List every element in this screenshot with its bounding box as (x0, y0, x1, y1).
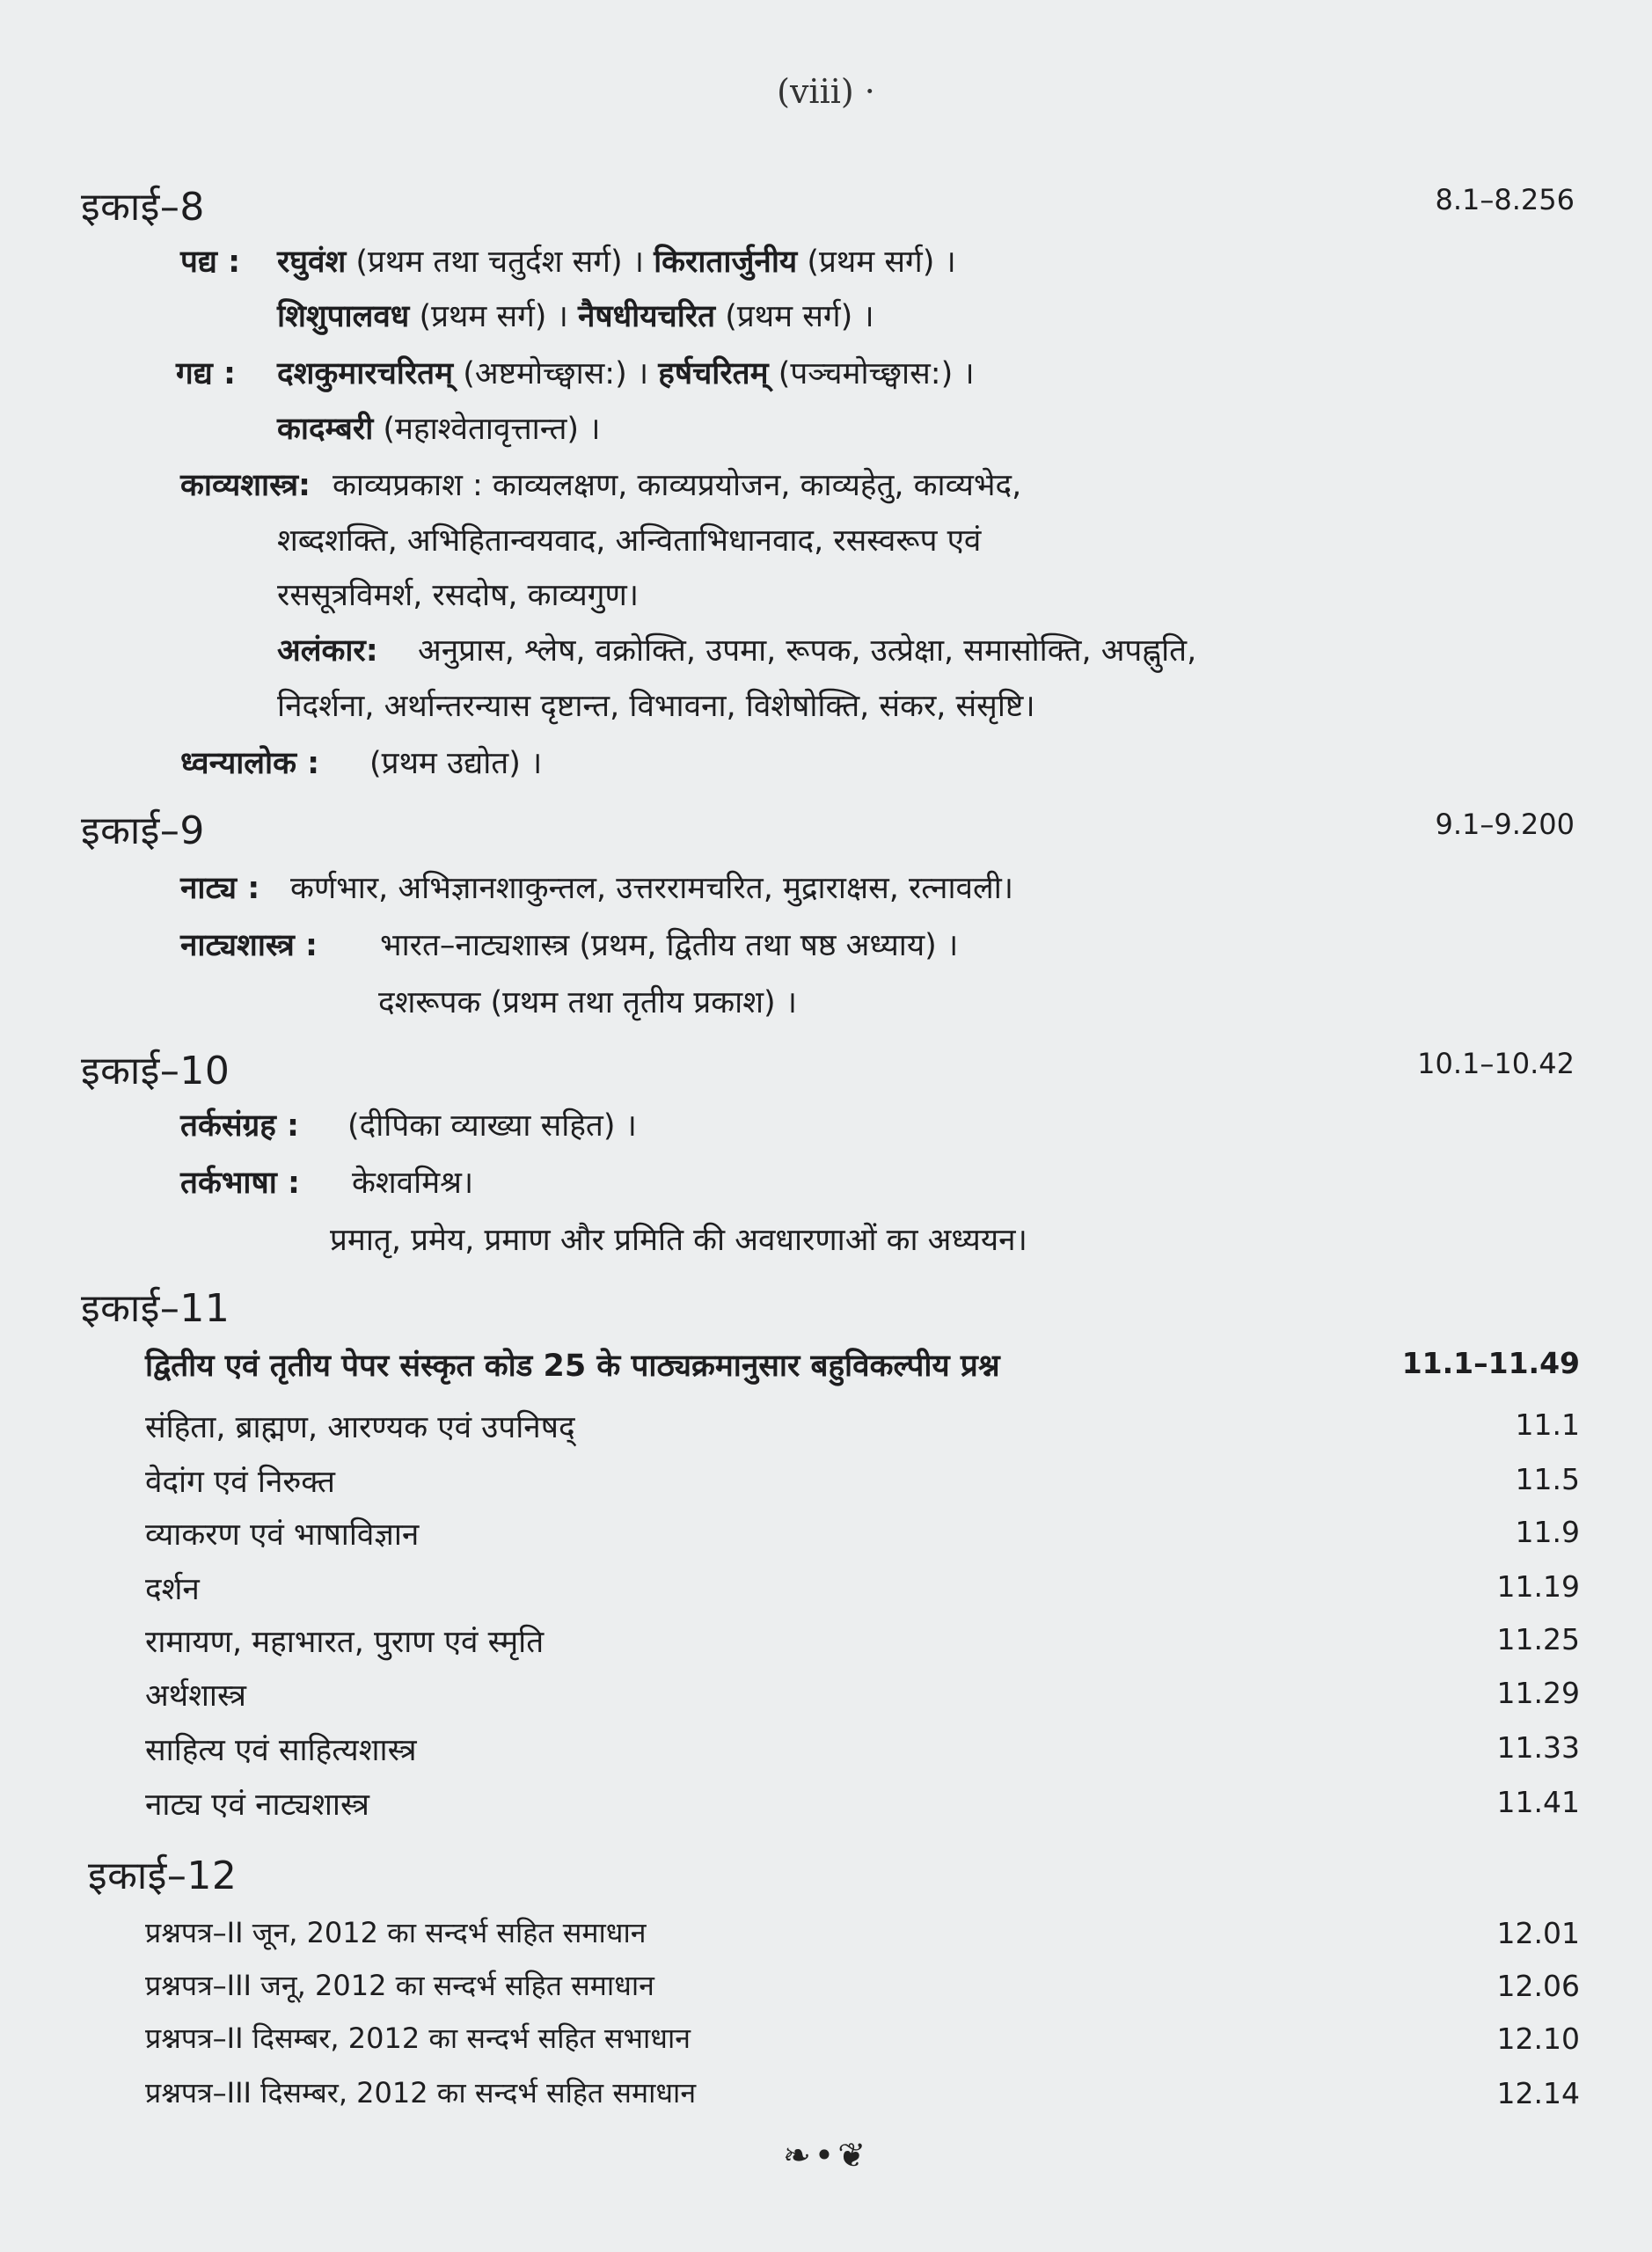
list-item-label: रामायण, महाभारत, पुराण एवं स्मृति (145, 1625, 545, 1660)
unit-9-title: इकाई–9 (81, 808, 205, 853)
tarkasangraha-label: तर्कसंग्रह : (180, 1108, 299, 1144)
gadya-line-2 (277, 407, 600, 449)
list-item-label: दर्शन (145, 1572, 200, 1607)
list-item-page: 12.01 (1496, 1916, 1580, 1950)
list-item-page: 11.9 (1515, 1515, 1580, 1549)
work-title: कादम्बरी (277, 412, 374, 447)
list-item-label: व्याकरण एवं भाषाविज्ञान (145, 1517, 420, 1553)
page-number: (viii) · (777, 72, 875, 111)
work-title: शिशुपालवध (277, 299, 410, 334)
list-item-page: 11.33 (1496, 1730, 1580, 1765)
list-item-label: प्रश्नपत्र–III दिसम्बर, 2012 का सन्दर्भ सहित समाधान (145, 2076, 697, 2109)
list-item-page: 12.06 (1496, 1969, 1580, 2003)
padya-line-2 (277, 295, 874, 336)
unit-8-range: 8.1–8.256 (1435, 183, 1575, 216)
list-item-label: नाट्य एवं नाट्यशास्त्र (145, 1788, 369, 1823)
list-item-label: अर्थशास्त्र (145, 1678, 246, 1714)
kavyashastra-line-2: शब्दशक्ति, अभिहितान्वयवाद, अन्विताभिधानवाद, रसस्वरूप एवं (277, 523, 982, 559)
unit-12-title: इकाई–12 (88, 1854, 238, 1898)
padya-label: पद्य : (180, 245, 241, 280)
padya-line-1 (277, 240, 956, 282)
unit-9-range: 9.1–9.200 (1435, 808, 1575, 841)
list-item-label: प्रश्नपत्र–III जनू, 2012 का सन्दर्भ सहित समाधान (145, 1969, 654, 2002)
unit-11-heading: द्वितीय एवं तृतीय पेपर संस्कृत कोड 25 के पाठ्यक्रमानुसार बहुविकल्पीय प्रश्न (145, 1349, 1000, 1384)
list-item-label: प्रश्नपत्र–II दिसम्बर, 2012 का सन्दर्भ सहित सभाधान (145, 2022, 691, 2055)
unit-11-heading-range: 11.1–11.49 (1401, 1346, 1580, 1380)
decorative-ornament: ❧•❦ (782, 2136, 870, 2175)
work-detail: (प्रथम सर्ग) । (409, 299, 578, 334)
alankar-line-2: निदर्शना, अर्थान्तरन्यास दृष्टान्त, विभावना, विशेषोक्ति, संकर, संसृष्टि। (277, 689, 1035, 724)
kavyashastra-label: काव्यशास्त्र: (180, 468, 311, 503)
dhvanyaloka-label: ध्वन्यालोक : (180, 746, 320, 781)
gadya-line-1 (277, 352, 975, 393)
list-item-page: 11.19 (1496, 1569, 1580, 1604)
work-detail: (पञ्चमोच्छ्वास:) । (768, 356, 975, 391)
list-item-page: 11.29 (1496, 1676, 1580, 1710)
list-item-page: 11.1 (1515, 1408, 1580, 1442)
work-detail: (प्रथम सर्ग) । (715, 299, 874, 334)
work-title: दशकुमारचरितम् (277, 356, 454, 391)
gadya-label: गद्य : (176, 356, 236, 391)
list-item-label: साहित्य एवं साहित्यशास्त्र (145, 1733, 417, 1768)
work-detail: (अष्टमोच्छ्वास:) । (453, 356, 659, 391)
natyashastra-line-1: भारत–नाट्यशास्त्र (प्रथम, द्वितीय तथा षष्ठ अध्याय) । (380, 928, 959, 963)
unit-10-title: इकाई–10 (81, 1049, 230, 1093)
dhvanyaloka-text: (प्रथम उद्योत) । (369, 746, 543, 781)
alankar-line-1: अनुप्रास, श्लेष, वक्रोक्ति, उपमा, रूपक, उत्प्रेक्षा, समासोक्ति, अपह्नुति, (418, 633, 1197, 669)
list-item-label: वेदांग एवं निरुक्त (145, 1465, 336, 1500)
work-title: नैषधीयचरित (577, 299, 716, 334)
alankar-label: अलंकार: (277, 633, 378, 669)
work-detail: (प्रथम सर्ग) । (797, 245, 956, 280)
work-title: किरातार्जुनीय (654, 245, 798, 280)
unit-10-range: 10.1–10.42 (1417, 1047, 1575, 1080)
list-item-label: प्रश्नपत्र–II जून, 2012 का सन्दर्भ सहित समाधान (145, 1916, 647, 1949)
kavyashastra-line-1: काव्यप्रकाश : काव्यलक्षण, काव्यप्रयोजन, काव्यहेतु, काव्यभेद, (333, 468, 1022, 503)
unit-10-line-3: प्रमातृ, प्रमेय, प्रमाण और प्रमिति की अवधारणाओं का अध्ययन। (330, 1223, 1027, 1258)
list-item-page: 11.41 (1496, 1785, 1580, 1819)
unit-11-title: इकाई–11 (81, 1286, 230, 1331)
list-item-page: 11.25 (1496, 1622, 1580, 1656)
unit-8-title: इकाई–8 (81, 185, 205, 230)
natyashastra-label: नाट्यशास्त्र : (180, 928, 318, 963)
list-item-label: संहिता, ब्राह्मण, आरण्यक एवं उपनिषद् (145, 1410, 575, 1445)
tarkabhasha-text: केशवमिश्र। (352, 1166, 474, 1201)
natya-label: नाट्य : (180, 871, 260, 906)
work-title: हर्षचरितम् (658, 356, 769, 391)
list-item-page: 12.14 (1496, 2076, 1580, 2110)
natya-text: कर्णभार, अभिज्ञानशाकुन्तल, उत्तररामचरित, मुद्राराक्षस, रत्नावली। (290, 871, 1014, 906)
work-detail: (प्रथम तथा चतुर्दश सर्ग) । (346, 245, 654, 280)
work-title: रघुवंश (277, 245, 347, 280)
kavyashastra-line-3: रससूत्रविमर्श, रसदोष, काव्यगुण। (277, 578, 640, 613)
work-detail: (महाश्वेतावृत्तान्त) । (373, 412, 601, 447)
tarkasangraha-text: (दीपिका व्याख्या सहित) । (347, 1108, 637, 1144)
list-item-page: 11.5 (1515, 1462, 1580, 1496)
tarkabhasha-label: तर्कभाषा : (180, 1166, 300, 1201)
natyashastra-line-2: दशरूपक (प्रथम तथा तृतीय प्रकाश) । (378, 985, 798, 1020)
list-item-page: 12.10 (1496, 2022, 1580, 2056)
